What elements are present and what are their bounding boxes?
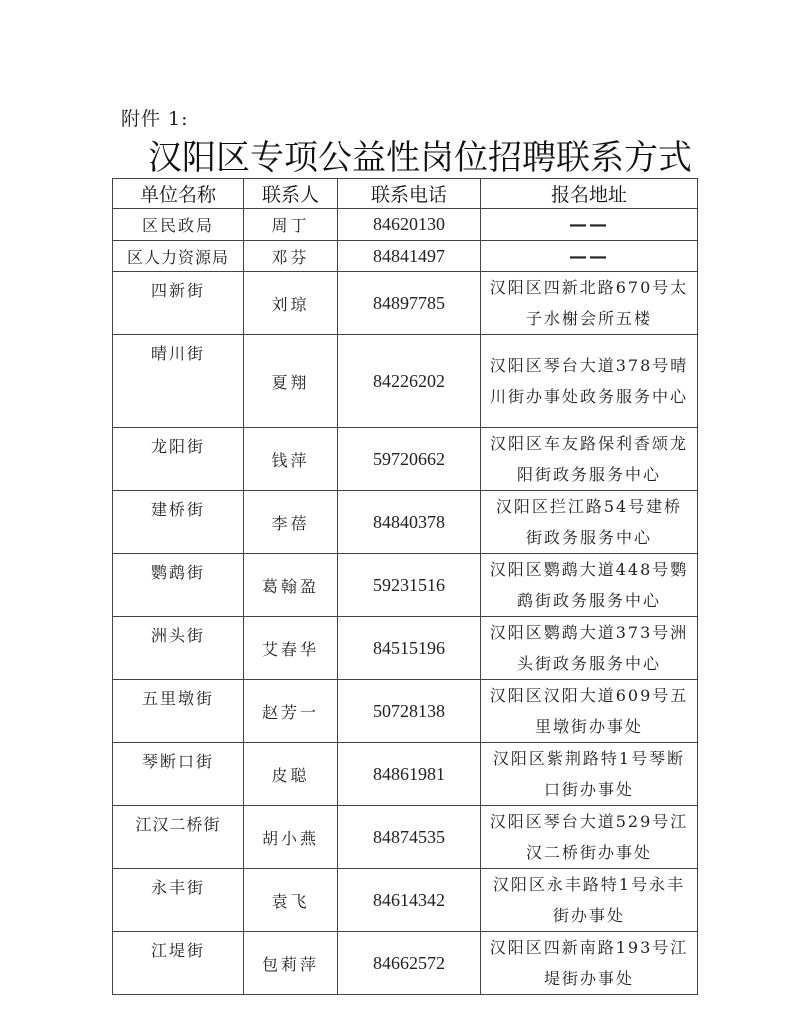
phone-number: 84515196 [338, 617, 481, 680]
contact-person: 袁飞 [244, 869, 338, 932]
address: 汉阳区紫荆路特1号琴断口街办事处 [481, 743, 698, 806]
phone-number: 84840378 [338, 491, 481, 554]
unit-name: 建桥街 [113, 491, 244, 554]
phone-number: 84226202 [338, 335, 481, 428]
address: 汉阳区鹦鹉大道373号洲头街政务服务中心 [481, 617, 698, 680]
header-contact-person: 联系人 [244, 179, 338, 209]
contact-person: 夏翔 [244, 335, 338, 428]
unit-name: 永丰街 [113, 869, 244, 932]
table-row [113, 617, 698, 680]
address: 汉阳区四新南路193号江堤街办事处 [481, 932, 698, 995]
table-row [113, 335, 698, 428]
address: 汉阳区车友路保利香颂龙阳街政务服务中心 [481, 428, 698, 491]
address: 汉阳区永丰路特1号永丰街办事处 [481, 869, 698, 932]
unit-name: 鹦鹉街 [113, 554, 244, 617]
address: 汉阳区汉阳大道609号五里墩街办事处 [481, 680, 698, 743]
address: —— [481, 241, 698, 272]
contact-person: 包莉萍 [244, 932, 338, 995]
unit-name: 洲头街 [113, 617, 244, 680]
table-row [113, 272, 698, 335]
attachment-label: 附件 1: [121, 108, 189, 130]
phone-number: 84841497 [338, 241, 481, 272]
contact-person: 皮聪 [244, 743, 338, 806]
phone-number: 84620130 [338, 209, 481, 241]
contact-person: 李蓓 [244, 491, 338, 554]
address: 汉阳区琴台大道378号晴川街办事处政务服务中心 [481, 335, 698, 428]
table-header-row [113, 179, 698, 209]
unit-name: 五里墩街 [113, 680, 244, 743]
phone-number: 59231516 [338, 554, 481, 617]
table-row [113, 428, 698, 491]
address: 汉阳区鹦鹉大道448号鹦鹉街政务服务中心 [481, 554, 698, 617]
table-row [113, 241, 698, 272]
unit-name: 晴川街 [113, 335, 244, 428]
table-row [113, 491, 698, 554]
phone-number: 50728138 [338, 680, 481, 743]
phone-number: 59720662 [338, 428, 481, 491]
phone-number: 84897785 [338, 272, 481, 335]
contact-person: 赵芳一 [244, 680, 338, 743]
table-row [113, 743, 698, 806]
phone-number: 84662572 [338, 932, 481, 995]
table-row [113, 869, 698, 932]
contact-table [112, 178, 698, 995]
contact-person: 邓芬 [244, 241, 338, 272]
table-row [113, 209, 698, 241]
unit-name: 龙阳街 [113, 428, 244, 491]
table-row [113, 932, 698, 995]
table-row [113, 806, 698, 869]
phone-number: 84861981 [338, 743, 481, 806]
unit-name: 江汉二桥街 [113, 806, 244, 869]
phone-number: 84874535 [338, 806, 481, 869]
contact-person: 艾春华 [244, 617, 338, 680]
header-unit-name: 单位名称 [113, 179, 244, 209]
contact-person: 葛翰盈 [244, 554, 338, 617]
address: 汉阳区四新北路670号太子水榭会所五楼 [481, 272, 698, 335]
address: —— [481, 209, 698, 241]
header-address: 报名地址 [481, 179, 698, 209]
unit-name: 四新街 [113, 272, 244, 335]
contact-person: 刘琼 [244, 272, 338, 335]
address: 汉阳区琴台大道529号江汉二桥街办事处 [481, 806, 698, 869]
contact-person: 周丁 [244, 209, 338, 241]
unit-name: 江堤街 [113, 932, 244, 995]
unit-name: 区民政局 [113, 209, 244, 241]
phone-number: 84614342 [338, 869, 481, 932]
address: 汉阳区拦江路54号建桥街政务服务中心 [481, 491, 698, 554]
table-row [113, 554, 698, 617]
unit-name: 琴断口街 [113, 743, 244, 806]
contact-person: 胡小燕 [244, 806, 338, 869]
header-phone: 联系电话 [338, 179, 481, 209]
document-title: 汉阳区专项公益性岗位招聘联系方式 [148, 138, 692, 178]
contact-person: 钱萍 [244, 428, 338, 491]
unit-name: 区人力资源局 [113, 241, 244, 272]
table-row [113, 680, 698, 743]
